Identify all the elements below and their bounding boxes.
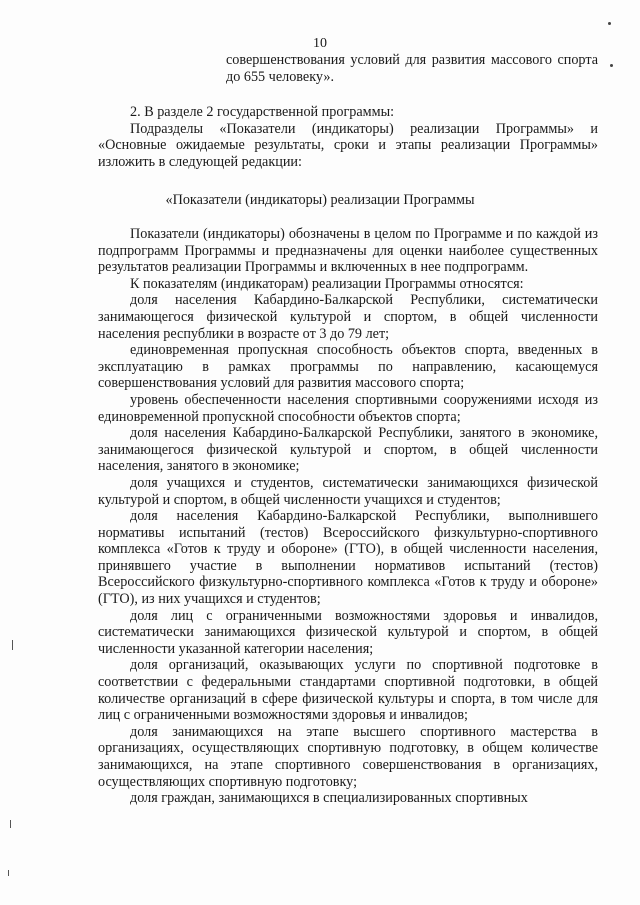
scan-speck — [608, 22, 611, 25]
scan-mark — [12, 640, 13, 650]
paragraph: К показателям (индикаторам) реализации Программы относятся: — [130, 275, 524, 292]
subsections-paragraph: Подразделы «Показатели (индикаторы) реализации Программы» и «Основные ожидаемые результаты, сроки и этапы реализации Программы» изложить в следующей редакции: — [98, 120, 598, 170]
paragraph: доля занимающихся на этапе высшего спортивного мастерства в организациях, осуществляющих спортивную подготовку, в общем количестве занимающихся, на этапе спортивного совершенствования в организациях, осуществляющих спортивную подготовку; — [98, 723, 598, 790]
page-number: 10 — [313, 36, 327, 51]
scan-mark — [10, 820, 11, 828]
section-intro: 2. В разделе 2 государственной программы: — [130, 104, 395, 120]
scan-mark — [8, 870, 9, 876]
paragraph: доля граждан, занимающихся в специализированных спортивных — [130, 790, 528, 807]
continuation-text: совершенствования условий для развития массового спорта до 655 человеку». — [226, 52, 598, 85]
paragraph: доля лиц с ограниченными возможностями здоровья и инвалидов, систематически занимающихся физической культурой и спортом, в общей численности указанной категории населения; — [98, 607, 598, 657]
paragraph: доля населения Кабардино-Балкарской Республики, занятого в экономике, занимающегося физической культурой и спортом, в общей численности населения, занятого в экономике; — [98, 425, 598, 475]
paragraph: уровень обеспеченности населения спортивными сооружениями исходя из единовременной пропускной способности объектов спорта; — [98, 391, 598, 425]
section-block — [98, 104, 598, 170]
paragraph: доля учащихся и студентов, систематически занимающихся физической культурой и спортом, в общей численности учащихся и студентов; — [98, 474, 598, 508]
paragraph: Показатели (индикаторы) обозначены в целом по Программе и по каждой из подпрограмм Программы и предназначены для оценки наиболее существенных результатов реализации Программы и включенных в нее подпрограмм. — [98, 226, 598, 276]
paragraph: доля населения Кабардино-Балкарской Республики, систематически занимающегося физической культурой и спортом, в общей численности населения республики в возрасте от 3 до 79 лет; — [98, 292, 598, 342]
section-heading: «Показатели (индикаторы) реализации Программы — [165, 192, 475, 208]
indicators-body — [98, 226, 598, 807]
paragraph: доля населения Кабардино-Балкарской Республики, выполнившего нормативы испытаний (тестов) Всероссийского физкультурно-спортивного комплекса «Готов к труду и обороне» (ГТО), в общей численности населения, принявшего участие в выполнении нормативов испытаний (тестов) Всероссийского физкультурно-спортивного комплекса «Готов к труду и обороне» (ГТО), из них учащихся и студентов; — [98, 508, 598, 608]
paragraph: доля организаций, оказывающих услуги по спортивной подготовке в соответствии с федеральными стандартами спортивной подготовки, в общей количестве организаций в сфере физической культуры и спорта, в том числе для лиц с ограниченными возможностями здоровья и инвалидов; — [98, 657, 598, 724]
paragraph: единовременная пропускная способность объектов спорта, введенных в эксплуатацию в рамках программы по направлению, касающемуся совершенствования условий для развития массового спорта; — [98, 342, 598, 392]
scan-speck — [610, 64, 613, 67]
